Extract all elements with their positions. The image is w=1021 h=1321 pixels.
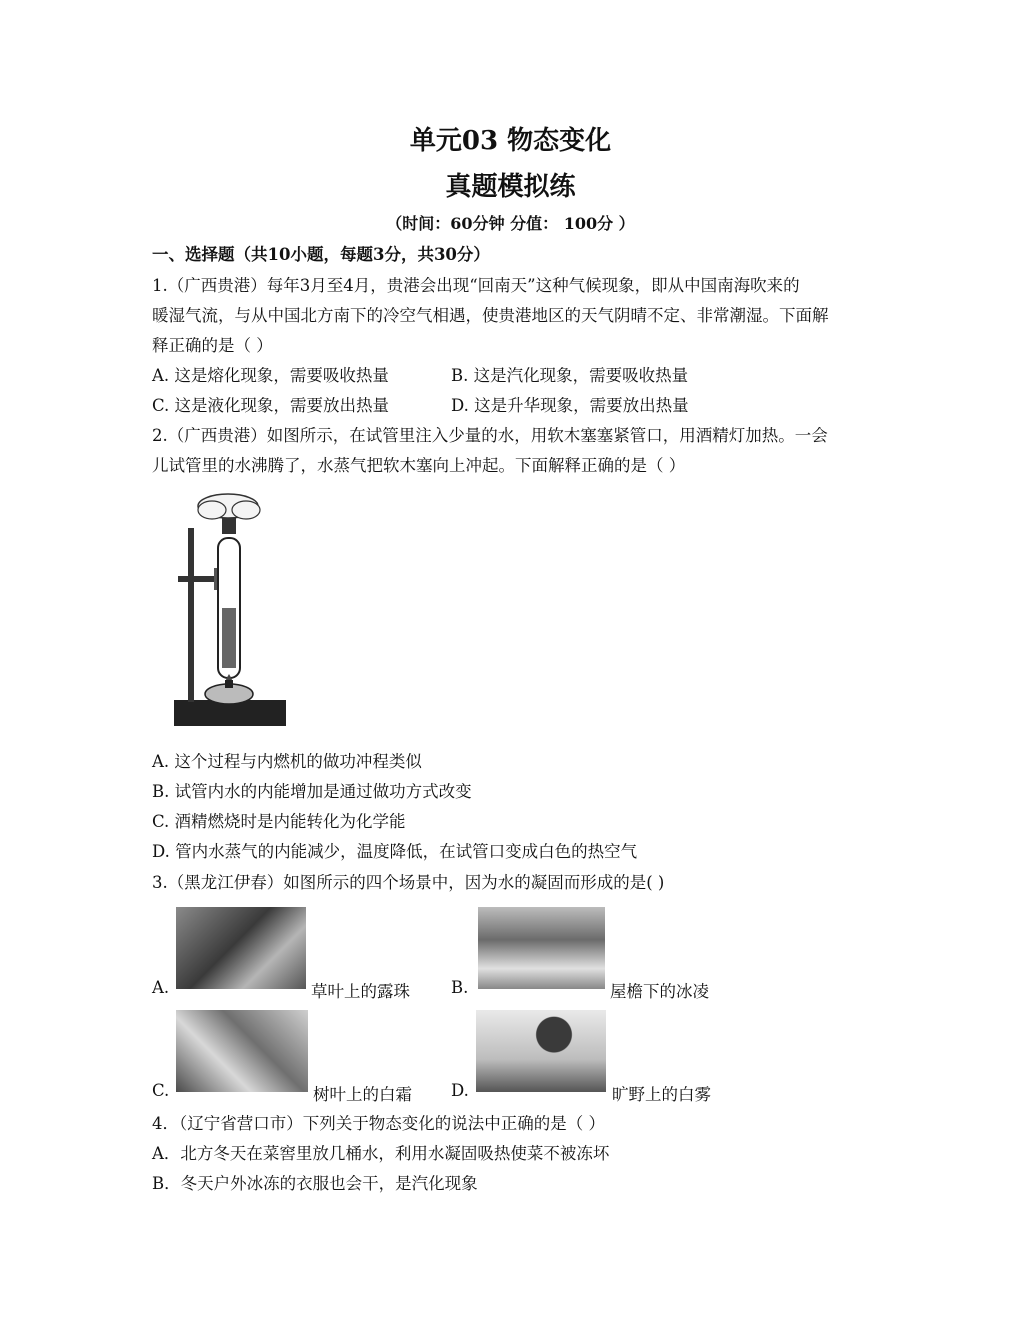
q1-stem-line-2: 暖湿气流，与从中国北方南下的冷空气相遇，使贵港地区的天气阴晴不定、非常潮湿。下面解 xyxy=(152,306,829,325)
frost-on-leaves-photo xyxy=(176,1010,308,1092)
q3-option-a-caption: 草叶上的露珠 xyxy=(311,982,410,1001)
q3-option-b-caption: 屋檐下的冰凌 xyxy=(610,982,709,1001)
q1-option-d: D. 这是升华现象，需要放出热量 xyxy=(451,396,689,415)
q1-option-a: A. 这是熔化现象，需要吸收热量 xyxy=(152,366,389,385)
q1-stem-line-1: 1.（广西贵港）每年3月至4月，贵港会出现“回南天”这种气候现象，即从中国南海吹来的 xyxy=(152,276,800,295)
q3-option-a-letter: A. xyxy=(152,978,170,997)
q1-stem-line-3: 释正确的是（ ） xyxy=(152,336,273,355)
q1-option-b: B. 这是汽化现象，需要吸收热量 xyxy=(451,366,689,385)
test-tube-apparatus-figure xyxy=(170,488,292,730)
page-subtitle: 真题模拟练 xyxy=(445,172,576,202)
q4-stem: 4．（辽宁省营口市）下列关于物态变化的说法中正确的是（ ） xyxy=(152,1114,605,1133)
fog-over-field-photo xyxy=(476,1010,606,1092)
q2-option-d: D. 管内水蒸气的内能减少，温度降低，在试管口变成白色的热空气 xyxy=(152,842,638,861)
q4-option-a: A．北方冬天在菜窖里放几桶水，利用水凝固吸热使菜不被冻坏 xyxy=(152,1144,610,1163)
section-heading: 一、选择题（共10小题，每题3分，共30分） xyxy=(152,245,490,264)
q3-option-d-letter: D. xyxy=(451,1081,469,1100)
q4-option-b: B．冬天户外冰冻的衣服也会干，是汽化现象 xyxy=(152,1174,478,1193)
q3-option-b-letter: B. xyxy=(451,978,469,997)
time-score-info: （时间：60分钟 分值： 100分 ） xyxy=(386,214,635,233)
dew-on-grass-photo xyxy=(176,907,306,989)
icicles-under-eaves-photo xyxy=(478,907,605,989)
q3-option-c-caption: 树叶上的白霜 xyxy=(313,1085,412,1104)
q2-option-b: B. 试管内水的内能增加是通过做功方式改变 xyxy=(152,782,472,801)
q3-option-c-letter: C. xyxy=(152,1081,170,1100)
q3-option-d-caption: 旷野上的白雾 xyxy=(612,1085,711,1104)
q2-option-c: C. 酒精燃烧时是内能转化为化学能 xyxy=(152,812,406,831)
q2-stem-line-1: 2.（广西贵港）如图所示，在试管里注入少量的水，用软木塞塞紧管口，用酒精灯加热。一会 xyxy=(152,426,828,445)
page-title: 单元03 物态变化 xyxy=(409,126,612,156)
q3-stem: 3.（黑龙江伊春）如图所示的四个场景中，因为水的凝固而形成的是( ) xyxy=(152,873,665,892)
q1-option-c: C. 这是液化现象，需要放出热量 xyxy=(152,396,390,415)
q2-option-a: A. 这个过程与内燃机的做功冲程类似 xyxy=(152,752,422,771)
q2-stem-line-2: 儿试管里的水沸腾了，水蒸气把软木塞向上冲起。下面解释正确的是（ ） xyxy=(152,456,686,475)
